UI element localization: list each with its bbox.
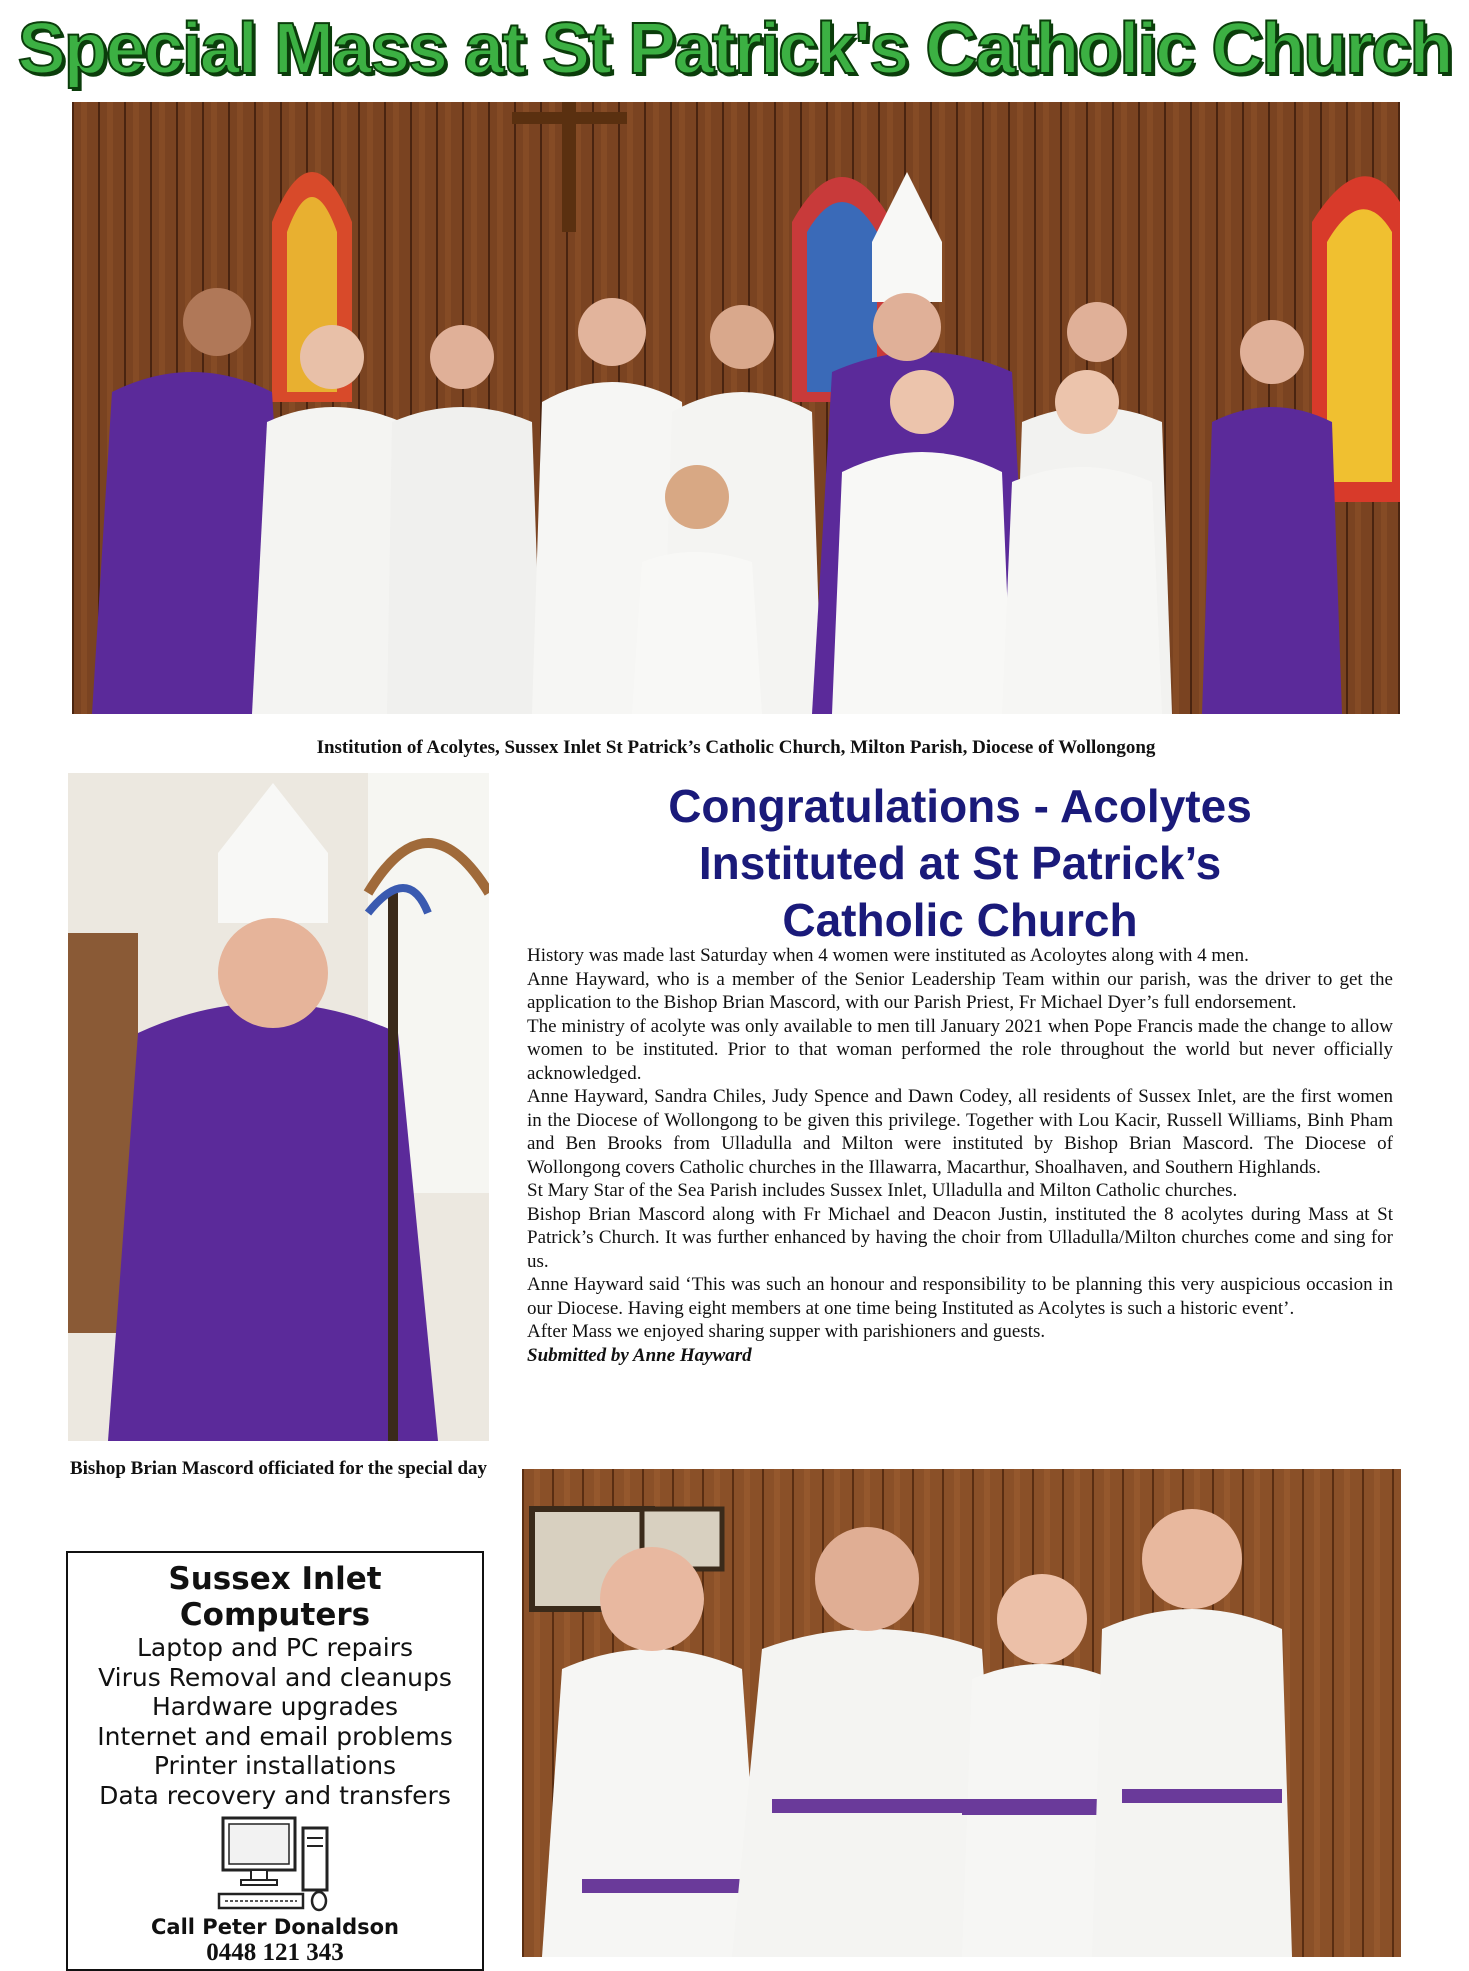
acolytes-photo-image — [522, 1469, 1401, 1957]
group-photo-caption: Institution of Acolytes, Sussex Inlet St Patrick’s Catholic Church, Milton Parish, Diocese of Wollongong — [316, 737, 1156, 758]
bishop-photo-caption: Bishop Brian Mascord officiated for the special day — [69, 1458, 488, 1479]
ad-service: Printer installations — [153, 1751, 397, 1780]
ad-title — [68, 1561, 482, 1633]
article-paragraph: Bishop Brian Mascord along with Fr Michael and Deacon Justin, instituted the 8 acolytes during Mass at St Patrick’s Church. It was further enhanced by having the choir from Ulladulla/Milton churches come and sing for us. — [527, 1203, 1393, 1272]
article-credit: Submitted by Anne Hayward — [527, 1344, 752, 1366]
article-paragraph: Anne Hayward said ‘This was such an honour and responsibility to be planning this very auspicious occasion in our Diocese. Having eight members at one time being Instituted as Acolytes is such a historic event’. — [527, 1274, 1393, 1319]
ad-service: Hardware upgrades — [151, 1692, 399, 1721]
ad-contact: Call Peter Donaldson — [151, 1915, 399, 1939]
article-paragraph: Anne Hayward, Sandra Chiles, Judy Spence and Dawn Codey, all residents of Sussex Inlet, are the first women in the Diocese of Wollongong to be given this privilege. Together with Lou Kacir, Russell Williams, Binh Pham and Ben Brooks from Ulladulla and Milton were instituted by Bishop Brian Mascord. The Diocese of Wollongong covers Catholic churches in the Illawarra, Macarthur, Shoalhaven, and Southern Highlands. — [527, 1086, 1393, 1178]
ad-title-line: Sussex Inlet — [168, 1561, 382, 1597]
page-headline: Special Mass at St Patrick's Catholic Church — [17, 9, 1452, 89]
ad-phone: 0448 121 343 — [206, 1939, 344, 1966]
group-photo-image — [72, 102, 1400, 714]
article-heading-line: Catholic Church — [782, 894, 1138, 946]
ad-service: Data recovery and transfers — [99, 1780, 451, 1810]
desktop-computer-icon — [215, 1814, 335, 1914]
article-heading-line: Congratulations - Acolytes — [668, 780, 1252, 832]
ad-title-line: Computers — [179, 1597, 371, 1633]
article-heading — [520, 778, 1400, 949]
article-heading-line: Instituted at St Patrick’s — [698, 837, 1222, 889]
ad-service: Laptop and PC repairs — [136, 1633, 414, 1662]
group-photo — [72, 102, 1400, 714]
article-body — [527, 944, 1393, 1367]
acolytes-photo — [522, 1469, 1401, 1957]
bishop-photo-image — [68, 773, 489, 1441]
bishop-photo — [68, 773, 489, 1441]
ad-service: Virus Removal and cleanups — [98, 1662, 452, 1692]
article-paragraph: The ministry of acolyte was only available to men till January 2021 when Pope Francis made the change to allow women to be instituted. Prior to that woman performed the role throughout the world but never officially acknowledged. — [527, 1015, 1393, 1084]
article-paragraph: Anne Hayward, who is a member of the Senior Leadership Team within our parish, was the driver to get the application to the Bishop Brian Mascord, with our Parish Priest, Fr Michael Dyer’s full endorsement. — [527, 968, 1393, 1013]
article-paragraph: After Mass we enjoyed sharing supper with parishioners and guests. — [527, 1321, 1046, 1342]
ad-service: Internet and email problems — [97, 1721, 453, 1751]
article-paragraph: History was made last Saturday when 4 women were instituted as Acoloytes along with 4 men. — [527, 945, 1249, 966]
article-paragraph: St Mary Star of the Sea Parish includes Sussex Inlet, Ulladulla and Milton Catholic churches. — [527, 1180, 1238, 1201]
computer-ad — [66, 1551, 484, 1971]
